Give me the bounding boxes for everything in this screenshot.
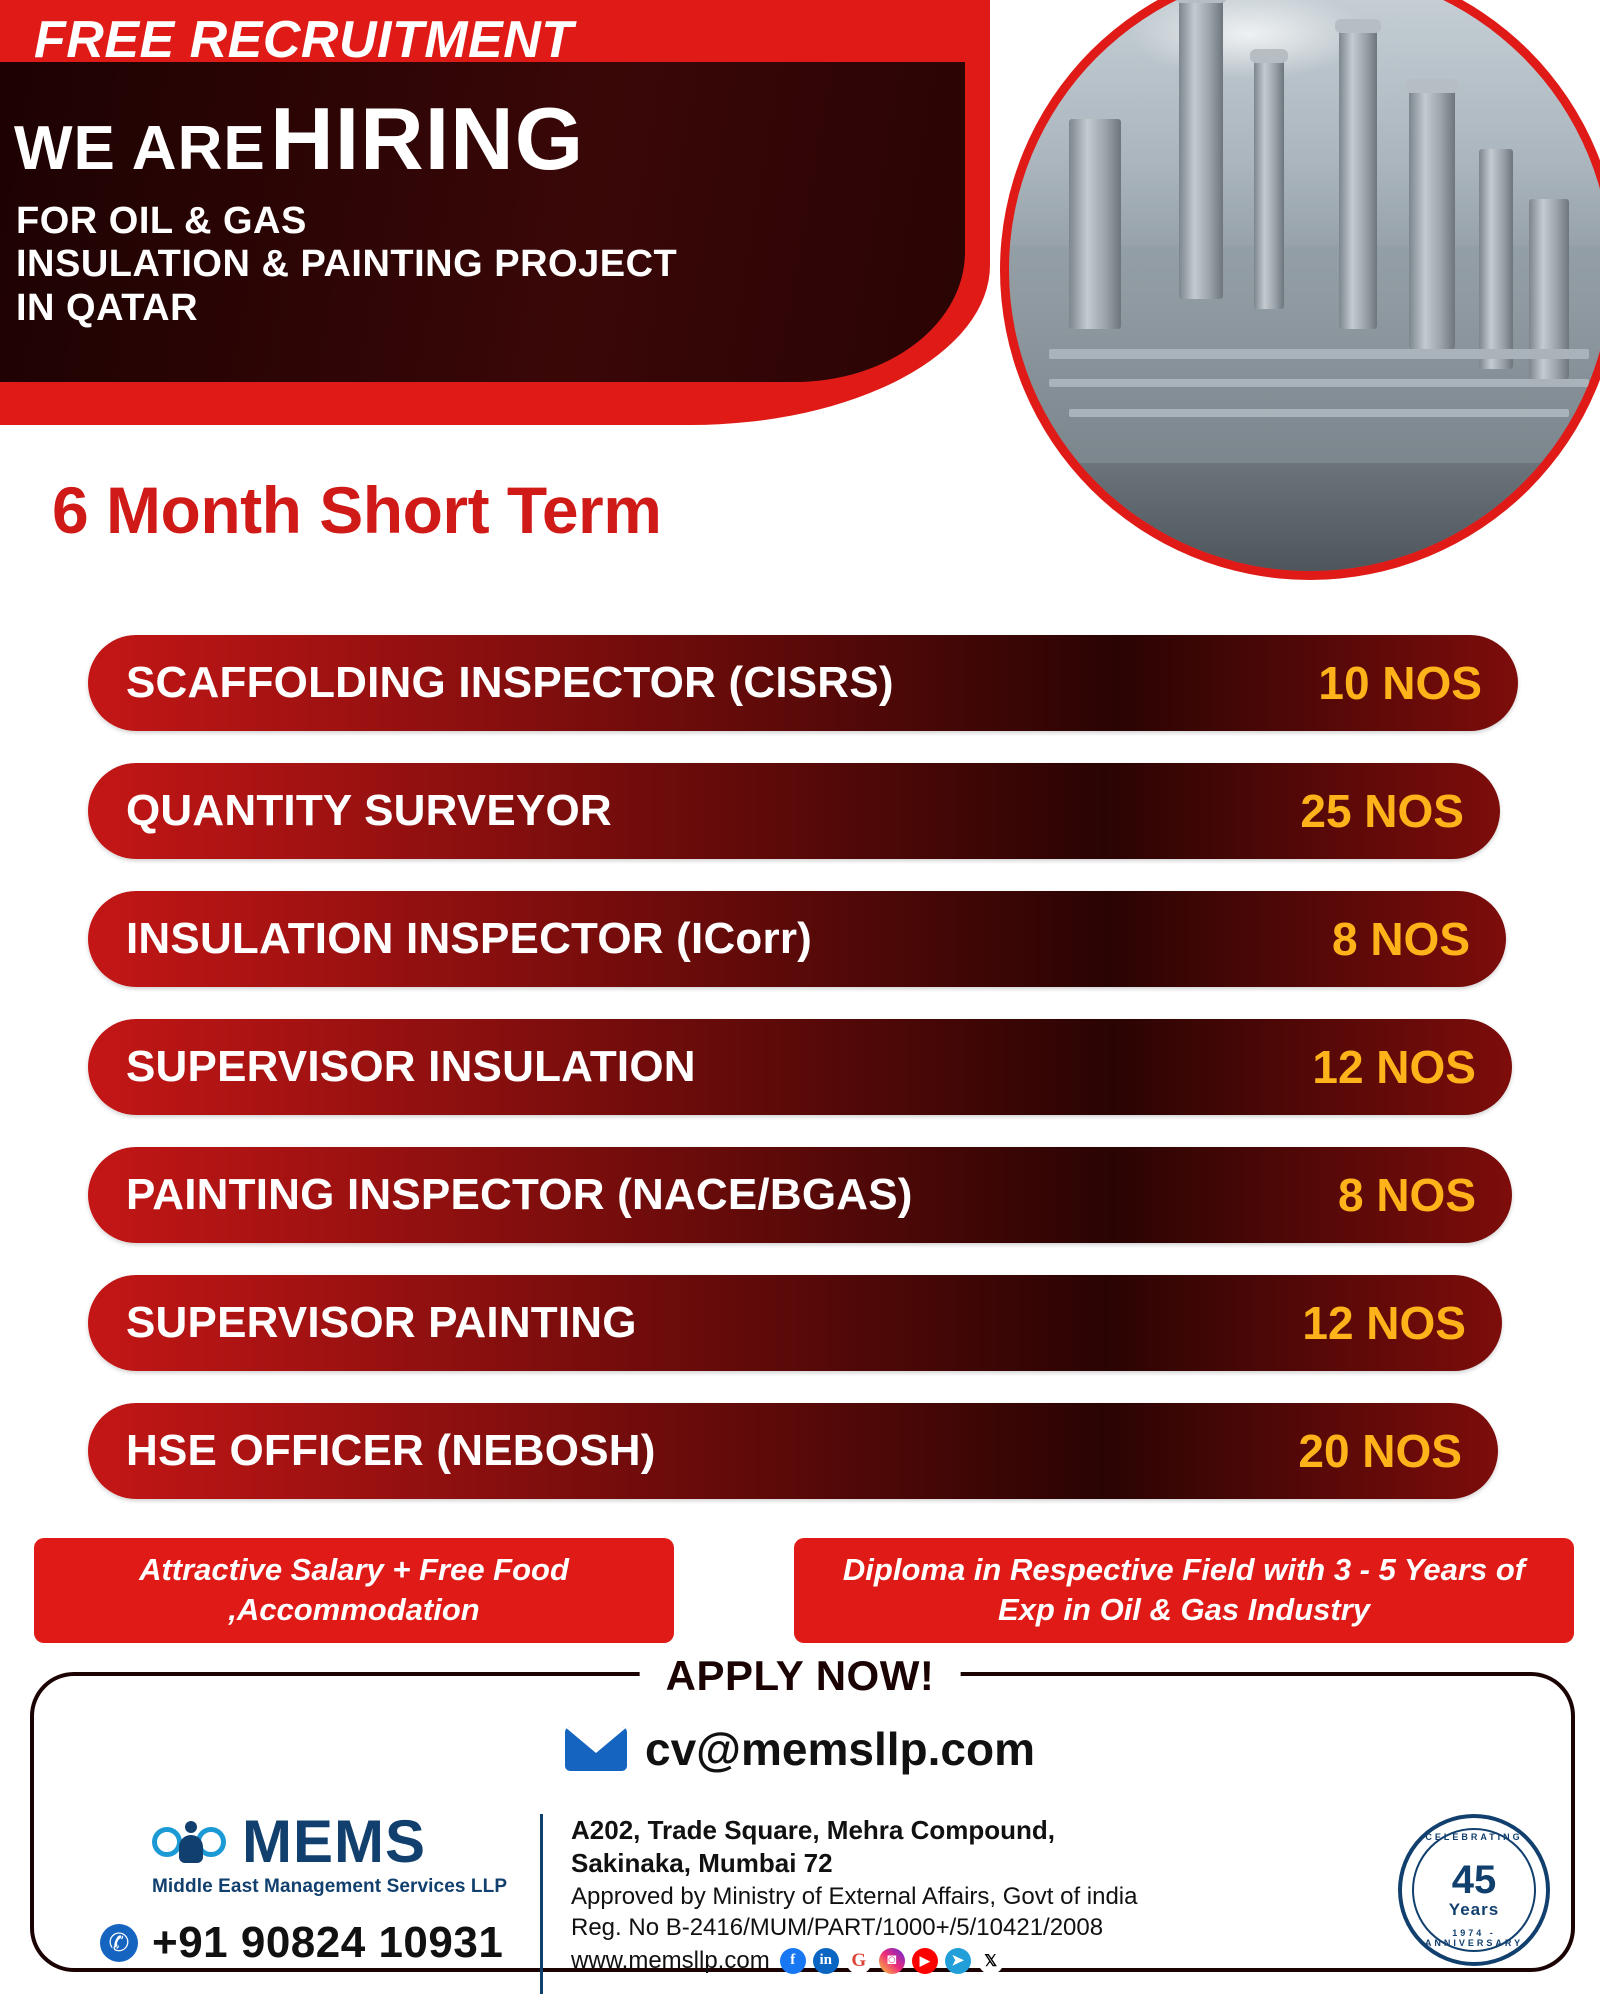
we-are-text: WE ARE: [14, 114, 266, 183]
photo-tower: [1069, 119, 1121, 329]
email-line[interactable]: [565, 1722, 1035, 1776]
telegram-icon[interactable]: ➤: [945, 1948, 971, 1974]
mems-logo-icon: [152, 1821, 230, 1863]
google-icon[interactable]: G: [846, 1948, 872, 1974]
footer-divider: [540, 1814, 543, 1994]
job-row: [88, 1147, 1512, 1243]
job-count: 10 NOS: [1318, 657, 1482, 709]
job-row: [88, 1019, 1512, 1115]
address-line-1: A202, Trade Square, Mehra Compound,: [571, 1815, 1055, 1845]
company-name: MEMS: [242, 1808, 426, 1875]
company-tagline: Middle East Management Services LLP: [152, 1876, 508, 1897]
anniversary-arc-bottom: 1974 - ANNIVERSARY: [1424, 1928, 1524, 1948]
linkedin-icon[interactable]: in: [813, 1948, 839, 1974]
photo-tower: [1254, 59, 1284, 309]
ministry-approval: Approved by Ministry of External Affairs, Govt of india: [571, 1882, 1138, 1910]
job-count: 25 NOS: [1300, 785, 1464, 837]
twitter-x-icon[interactable]: 𝕏: [978, 1948, 1004, 1974]
job-title: SCAFFOLDING INSPECTOR (CISRS): [126, 658, 894, 707]
instagram-icon[interactable]: ◙: [879, 1948, 905, 1974]
anniversary-arc-top: CELEBRATING: [1425, 1832, 1523, 1842]
job-row: [88, 763, 1500, 859]
registration-number: Reg. No B-2416/MUM/PART/1000+/5/10421/2008: [571, 1913, 1104, 1941]
phone-icon: [100, 1924, 138, 1962]
company-logo: [60, 1808, 530, 1875]
phone-row[interactable]: [60, 1918, 530, 1968]
job-title: INSULATION INSPECTOR (ICorr): [126, 914, 812, 963]
job-count: 8 NOS: [1337, 1169, 1476, 1221]
email-address[interactable]: cv@memsllp.com: [644, 1723, 1036, 1775]
brand-column: [60, 1808, 530, 1968]
job-count: 12 NOS: [1312, 1041, 1476, 1093]
photo-pipe: [1049, 349, 1589, 359]
envelope-icon: [565, 1727, 627, 1771]
offer-badges: [34, 1538, 1574, 1643]
anniversary-label: Years: [1448, 1900, 1500, 1919]
salary-badge: Attractive Salary + Free Food ,Accommodation: [34, 1538, 674, 1643]
job-row: [88, 635, 1518, 731]
job-list: [88, 635, 1518, 1531]
job-title: PAINTING INSPECTOR (NACE/BGAS): [126, 1170, 913, 1219]
job-row: [88, 891, 1506, 987]
job-title: QUANTITY SURVEYOR: [126, 786, 612, 835]
job-title: SUPERVISOR INSULATION: [126, 1042, 696, 1091]
subtitle-line-3: IN QATAR: [16, 286, 199, 329]
job-count: 20 NOS: [1298, 1425, 1462, 1477]
poster-footer: [60, 1808, 1550, 1994]
photo-tower: [1179, 0, 1223, 299]
photo-tower: [1479, 149, 1513, 369]
photo-pipe: [1069, 409, 1569, 417]
address-line-2: Sakinaka, Mumbai 72: [571, 1848, 833, 1879]
subtitle-line-1: FOR OIL & GAS: [16, 200, 307, 242]
job-row: [88, 1275, 1502, 1371]
page-title: 6 Month Short Term: [52, 473, 662, 547]
poster-header: [0, 0, 1010, 430]
website-row: [571, 1947, 1398, 1975]
photo-tower: [1409, 89, 1455, 349]
hiring-text: HIRING: [270, 89, 585, 188]
social-links: [780, 1948, 1004, 1974]
refinery-photo-ring: [1000, 0, 1600, 580]
qualification-badge: Diploma in Respective Field with 3 - 5 Years of Exp in Oil & Gas Industry: [794, 1538, 1574, 1643]
refinery-photo: [1009, 0, 1600, 571]
free-recruitment-eyebrow: FREE RECRUITMENT: [34, 11, 574, 69]
photo-ground: [1009, 463, 1600, 571]
job-title: SUPERVISOR PAINTING: [126, 1298, 637, 1347]
address-column: [571, 1808, 1398, 1975]
header-subtitle: [16, 200, 677, 330]
photo-tower: [1339, 29, 1377, 329]
apply-now-heading: APPLY NOW!: [640, 1652, 961, 1700]
job-count: 8 NOS: [1331, 913, 1470, 965]
anniversary-badge: [1398, 1814, 1550, 1966]
photo-pipe: [1049, 379, 1589, 387]
job-row: [88, 1403, 1498, 1499]
job-count: 12 NOS: [1302, 1297, 1466, 1349]
youtube-icon[interactable]: ▶: [912, 1948, 938, 1974]
subtitle-line-2: INSULATION & PAINTING PROJECT: [16, 243, 678, 286]
facebook-icon[interactable]: f: [780, 1948, 806, 1974]
website-url[interactable]: www.memsllp.com: [571, 1946, 770, 1974]
phone-number[interactable]: +91 90824 10931: [152, 1918, 504, 1967]
job-title: HSE OFFICER (NEBOSH): [126, 1426, 656, 1475]
anniversary-number: 45: [1451, 1858, 1497, 1902]
hiring-headline: [14, 88, 584, 190]
